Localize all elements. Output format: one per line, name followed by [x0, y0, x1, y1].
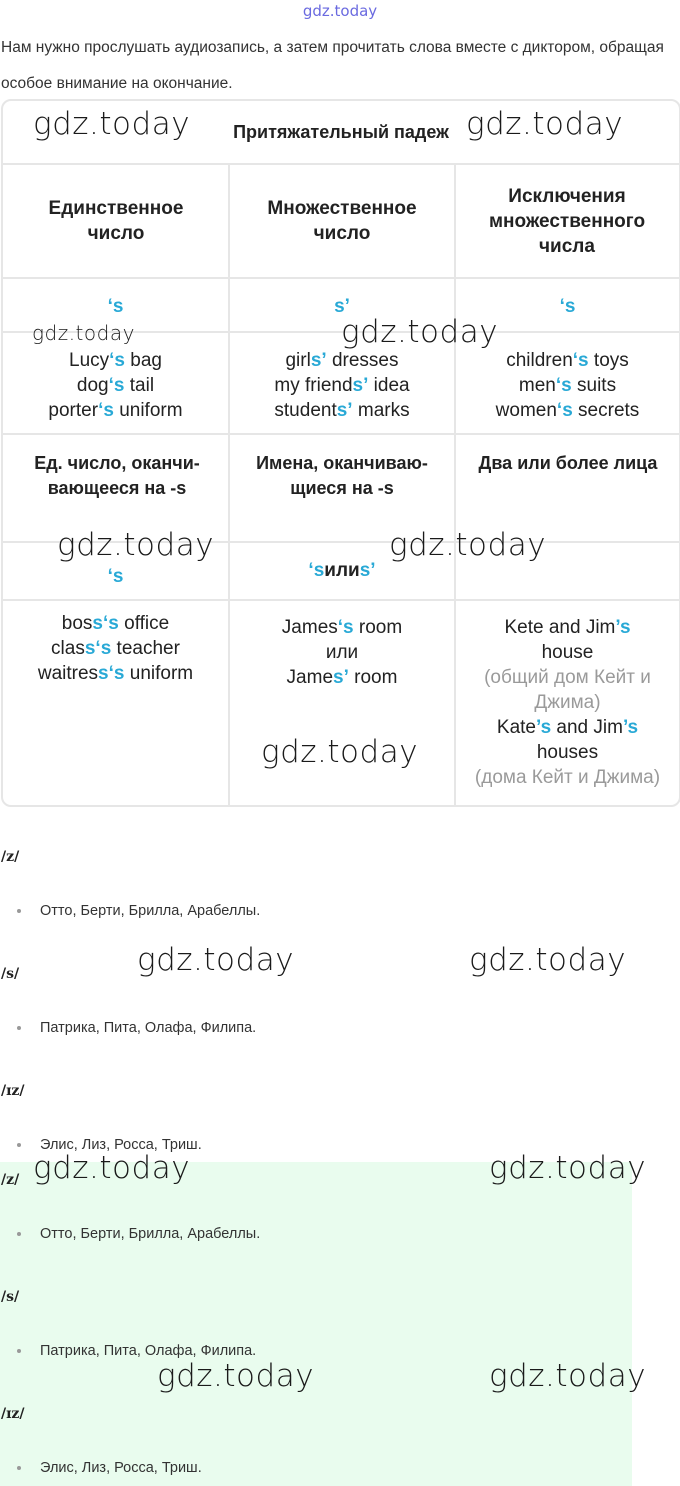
- suffix-names-ending-s: ‘s или s’: [308, 559, 376, 581]
- list-item: Отто, Берти, Брилла, Арабеллы.: [17, 1226, 260, 1242]
- example-note: (дома Кейт и Джима): [474, 767, 661, 788]
- bullet-icon: [17, 1349, 21, 1353]
- watermark: gdz.today: [466, 106, 624, 142]
- examples-two-or-more: [456, 615, 679, 795]
- watermark: gdz.today: [33, 106, 191, 142]
- col-header-exceptions: Исключения множественного числа: [488, 185, 646, 257]
- example-line: women‘s secrets: [495, 399, 640, 421]
- watermark: gdz.today: [389, 527, 547, 563]
- table-title: Притяжательный падеж: [233, 121, 449, 142]
- watermark: gdz.today: [137, 942, 295, 978]
- suffix-plural: s’: [334, 295, 350, 317]
- watermark: gdz.today: [261, 734, 419, 770]
- site-header-link[interactable]: gdz.today: [302, 2, 378, 20]
- watermark: gdz.today: [57, 527, 215, 563]
- example-line: dog‘s tail: [76, 374, 155, 396]
- example-line: students’ marks: [274, 399, 410, 421]
- example-line: children‘s toys: [506, 349, 629, 371]
- watermark: gdz.today: [157, 1358, 315, 1394]
- watermark: gdz.today: [341, 314, 499, 350]
- suffix-exceptions: ‘s: [559, 295, 576, 317]
- table-divider: [228, 163, 230, 805]
- example-line: James‘s room: [281, 617, 403, 638]
- answer-highlight: [0, 1162, 632, 1486]
- suffix-singular-ending-s: ‘s: [107, 565, 124, 587]
- watermark: gdz.today: [32, 321, 135, 345]
- col-header-plural: Множественное число: [267, 198, 417, 244]
- example-line: Lucy‘s bag: [69, 349, 162, 371]
- watermark: gdz.today: [489, 1150, 647, 1186]
- table-divider: [3, 599, 679, 601]
- example-line: James’ room: [286, 667, 398, 688]
- header-names-ending-s: Имена, оканчиваю-щиеся на -s: [256, 453, 428, 498]
- phoneme-heading: /z/: [1, 1172, 20, 1188]
- list-item: Элис, Лиз, Росса, Триш.: [17, 1137, 202, 1153]
- example-line: Kete and Jim’s: [504, 617, 631, 638]
- phoneme-heading: /ɪz/: [1, 1083, 25, 1099]
- watermark: gdz.today: [469, 942, 627, 978]
- intro-text: Нам нужно прослушать аудиозапись, а затем прочитать слова вместе с диктором, обращая особое внимание на окончание.: [1, 39, 664, 92]
- phoneme-heading: /s/: [1, 966, 20, 982]
- header-two-or-more: Два или более лица: [478, 453, 658, 473]
- example-line: boss‘s office: [61, 613, 170, 634]
- table-divider: [3, 277, 679, 279]
- bullet-icon: [17, 1143, 21, 1147]
- header-singular-ending-s: Ед. число, оканчи-вающееся на -s: [34, 453, 200, 498]
- watermark: gdz.today: [489, 1358, 647, 1394]
- example-note: (общий дом Кейт и Джима): [484, 667, 651, 713]
- example-line: porter‘s uniform: [48, 399, 183, 421]
- example-line: Kate’s and Jim’s: [496, 717, 639, 738]
- phoneme-heading: /ɪz/: [1, 1406, 25, 1422]
- bullet-icon: [17, 1026, 21, 1030]
- col-header-singular: Единственное число: [48, 198, 184, 244]
- list-item: Патрика, Пита, Олафа, Филипа.: [17, 1020, 256, 1036]
- examples-names-ending-s: [230, 615, 454, 701]
- bullet-icon: [17, 1466, 21, 1470]
- list-item: Элис, Лиз, Росса, Триш.: [17, 1460, 202, 1476]
- phoneme-heading: /z/: [1, 849, 20, 865]
- examples-singular-ending-s: [3, 611, 228, 697]
- example-line: или: [325, 642, 359, 663]
- example-line: men‘s suits: [518, 374, 617, 396]
- bullet-icon: [17, 909, 21, 913]
- examples-singular: [3, 337, 228, 433]
- examples-exceptions: [456, 337, 679, 433]
- example-line: waitress‘s uniform: [37, 663, 194, 684]
- list-item: Патрика, Пита, Олафа, Филипа.: [17, 1343, 256, 1359]
- example-line: girls’ dresses: [285, 349, 399, 371]
- example-line: class‘s teacher: [51, 638, 180, 659]
- watermark: gdz.today: [33, 1150, 191, 1186]
- possessive-case-table: [1, 99, 680, 807]
- phoneme-heading: /s/: [1, 1289, 20, 1305]
- bullet-icon: [17, 1232, 21, 1236]
- suffix-singular: ‘s: [107, 295, 124, 317]
- list-item: Отто, Берти, Брилла, Арабеллы.: [17, 903, 260, 919]
- example-line: my friends’ idea: [274, 374, 410, 396]
- examples-plural: [230, 337, 454, 433]
- example-line: house: [541, 642, 594, 663]
- example-line: houses: [536, 742, 599, 763]
